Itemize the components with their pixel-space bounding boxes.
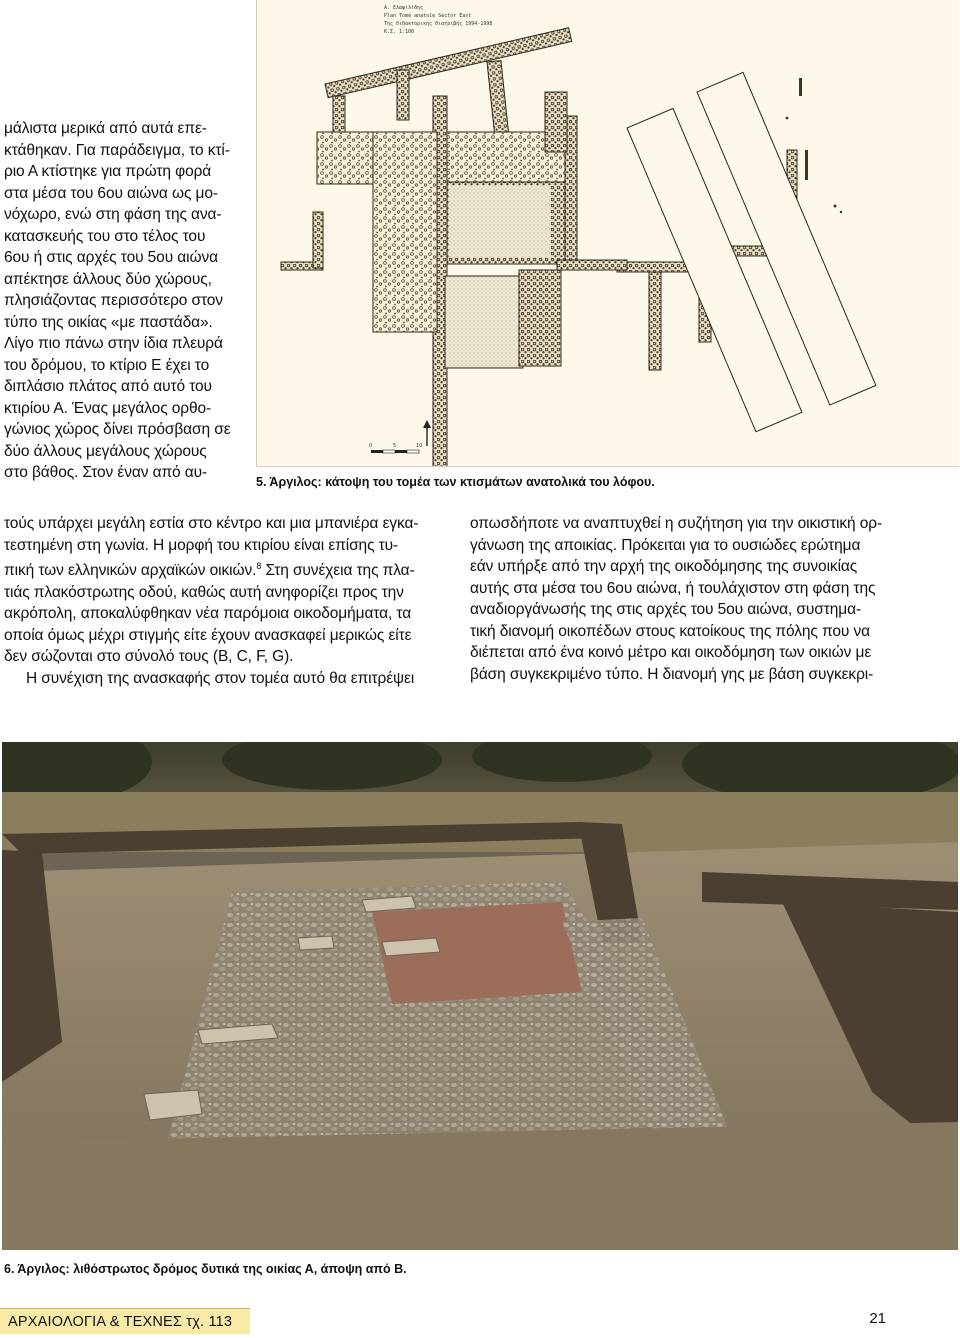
text-line-with-footnote — [4, 556, 418, 582]
scale-label: 5 — [393, 443, 397, 449]
scale-label: 10 — [416, 443, 423, 449]
footnote-marker: 8 — [256, 561, 262, 571]
text-line: Η συνέχιση της ανασκαφής στον τομέα αυτό θα επιτρέψει — [26, 669, 415, 687]
text-line: οποία όμως μέχρι στιγμής είτε έχουν ανασκαφεί μερικώς είτε — [4, 626, 412, 644]
plan-legend-line: Κ.Σ. 1:100 — [384, 29, 415, 35]
text-line: στα μέσα του 6ου αιώνα ως μο- — [4, 184, 218, 202]
excavation-photo — [2, 742, 958, 1250]
text-line: δεν σώζονται στο σύνολό τους (Β, C, F, G). — [4, 648, 294, 666]
text-column-right — [470, 513, 882, 685]
plan-legend — [384, 4, 492, 35]
text-line: βάση συγκεκριμένο τύπο. Η διανομή γης με βάση συγκεκρι- — [470, 665, 874, 683]
text-fragment: πική των ελληνικών αρχαϊκών οικιών. — [4, 562, 257, 580]
scale-label: 0 — [369, 443, 373, 449]
north-arrow-icon — [423, 420, 431, 446]
text-line: γώνιος χώρος δίνει πρόσβαση σε — [4, 421, 231, 438]
text-line: 6ου ή στις αρχές του 5ου αιώνα — [4, 249, 219, 266]
text-line: νόχωρο, ενώ στη φάση της ανα- — [4, 206, 222, 223]
text-line: απέκτησε άλλους δύο χώρους, — [4, 270, 212, 288]
plan-legend-line: Plan Tomé anatole Sector East — [384, 13, 472, 19]
plan-legend-line: Α. Ελαφιλίδης — [384, 5, 424, 11]
text-line: εάν υπήρξε από την αρχή της οικοδόμησης της συνοικίας — [470, 558, 858, 575]
figure-6-photo — [2, 742, 958, 1250]
text-column-left-intro — [4, 118, 231, 484]
text-line: ακρόπολη, αποκαλύφθηκαν νέα παρόμοια οικοδομήματα, τα — [4, 605, 412, 623]
text-fragment: Στη συνέχεια της πλα- — [261, 562, 415, 580]
text-line: μάλιστα μερικά από αυτά επε- — [4, 120, 207, 137]
footer-journal-title: ΑΡΧΑΙΟΛΟΓΙΑ & ΤΕΧΝΕΣ τχ. 113 — [0, 1308, 250, 1334]
text-line: πλησιάζοντας περισσότερο στον — [4, 292, 223, 309]
text-line: τική διανομή οικοπέδων στους κατοίκους της πόλης που να — [470, 622, 870, 640]
text-line: δύο άλλους μεγάλους χώρους — [4, 442, 207, 460]
text-line: αυτής στα μέσα του 6ου αιώνα, ή τουλάχιστον στη φάση της — [470, 579, 876, 597]
plan-legend-line: Της διδακτορικής διατριβής 1994-1998 — [384, 21, 493, 27]
text-line: διέπεται από ένα κοινό μέτρο και οικοδόμηση των οικιών με — [470, 644, 872, 661]
scale-bar — [369, 443, 422, 453]
text-line: κτιρίου Α. Ένας μεγάλος ορθο- — [4, 399, 212, 417]
text-line: γάνωση της αποικίας. Πρόκειται για το ουσιώδες ερώτημα — [470, 536, 861, 554]
text-line: διπλάσιο πλάτος από αυτό του — [4, 378, 212, 395]
site-plan-drawing — [257, 0, 959, 466]
text-line: κτάθηκαν. Για παράδειγμα, το κτί- — [4, 141, 230, 159]
text-line: αναδιοργάνωσής της στις αρχές του 5ου αιώνα, συστημα- — [470, 601, 862, 618]
text-line: στο βάθος. Στον έναν από αυ- — [4, 464, 208, 481]
text-line: τιάς πλακόστρωτης οδού, καθώς αυτή ανηφορίζει προς την — [4, 583, 404, 601]
text-line: κατασκευής του στο τέλος του — [4, 227, 206, 245]
figure-6-caption: 6. Άργιλος: λιθόστρωτος δρόμος δυτικά της οικίας Α, άποψη από Β. — [4, 1262, 407, 1276]
text-column-left-continued — [4, 513, 418, 689]
text-line: Λίγο πιο πάνω στην ίδια πλευρά — [4, 335, 223, 352]
text-line: τύπο της οικίας «με παστάδα». — [4, 313, 213, 331]
text-line: οπωσδήποτε να αναπτυχθεί η συζήτηση για την οικιστική ορ- — [470, 515, 883, 532]
figure-5-caption: 5. Άργιλος: κάτοψη του τομέα των κτισμάτων ανατολικά του λόφου. — [256, 475, 655, 489]
figure-5-plan — [256, 0, 959, 467]
page-number: 21 — [869, 1310, 886, 1327]
text-line: τεστημένη στη γωνία. Η μορφή του κτιρίου είναι επίσης τυ- — [4, 536, 399, 554]
text-line: ριο Α κτίστηκε για πρώτη φορά — [4, 163, 212, 180]
text-line: τούς υπάρχει μεγάλη εστία στο κέντρο και μια μπανιέρα εγκα- — [4, 515, 419, 532]
text-line: του δρόμου, το κτίριο Ε έχει το — [4, 356, 210, 374]
